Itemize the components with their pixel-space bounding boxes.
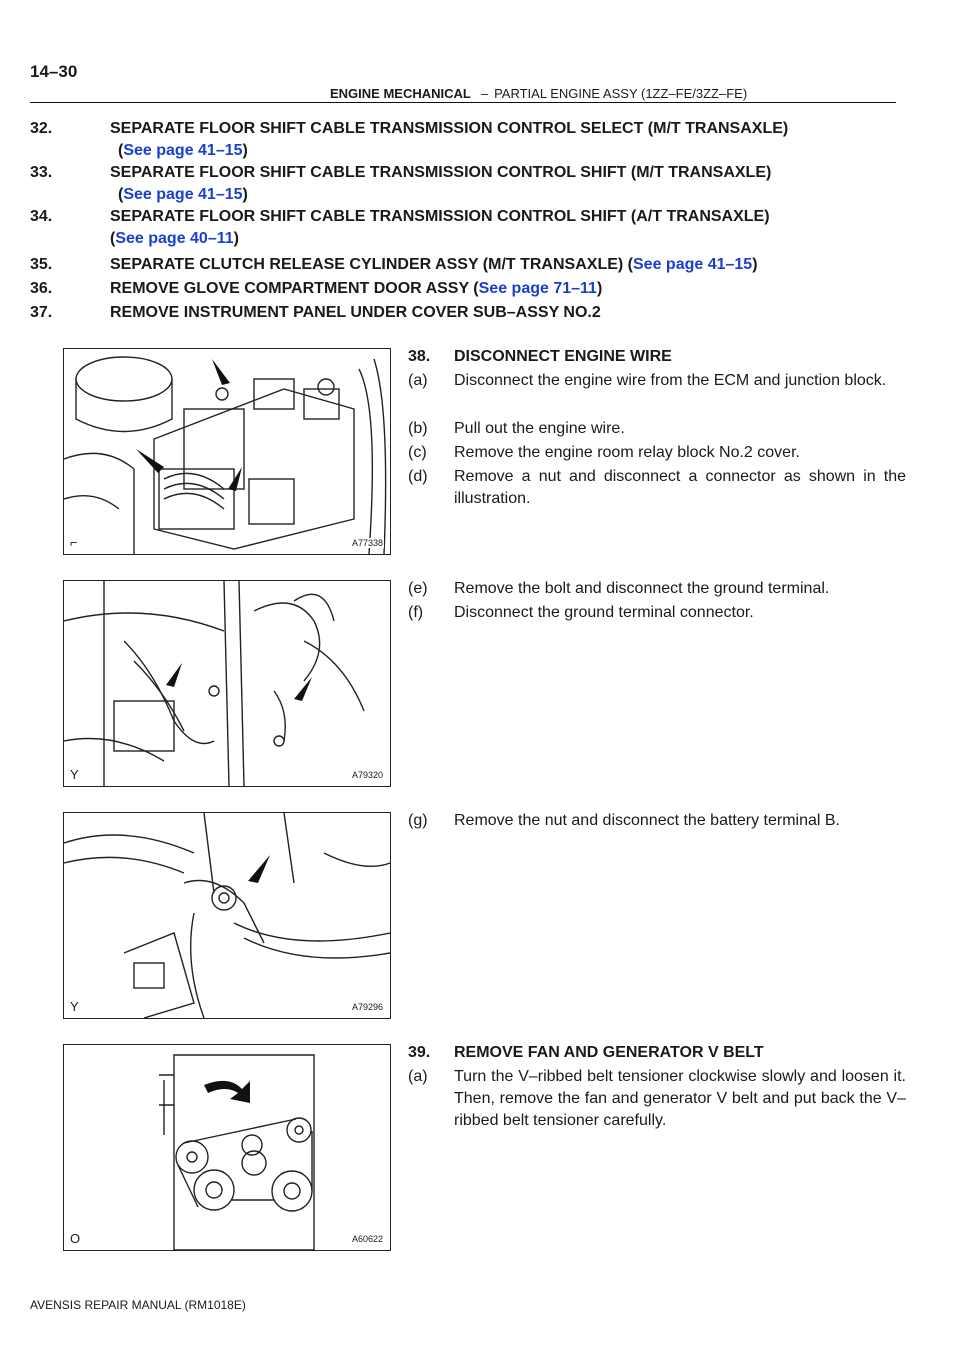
battery-terminal-illustration	[64, 813, 390, 1018]
figure-code: A79320	[351, 770, 383, 780]
figure-code: A77338	[351, 538, 383, 548]
page-header	[330, 86, 747, 101]
link-step-32[interactable]: See page 41–15	[123, 142, 243, 159]
step-38a: (a) Disconnect the engine wire from the ECM and junction block.	[408, 372, 887, 389]
step-34: 34. SEPARATE FLOOR SHIFT CABLE TRANSMISSION CONTROL SHIFT (A/T TRANSAXLE) (See page 40–11)	[30, 208, 770, 247]
figure-ground-terminal	[63, 580, 391, 787]
step-38e: (e) Remove the bolt and disconnect the ground terminal.	[408, 580, 830, 597]
figure-mark: Y	[70, 999, 79, 1014]
belt-layout-illustration	[64, 1045, 390, 1250]
step-33: 33. SEPARATE FLOOR SHIFT CABLE TRANSMISSION CONTROL SHIFT (M/T TRANSAXLE) (See page 41–15)	[30, 164, 772, 203]
step-36: 36. REMOVE GLOVE COMPARTMENT DOOR ASSY (See page 71–11)	[30, 280, 603, 297]
arrow-icon	[212, 359, 230, 385]
link-step-34[interactable]: See page 40–11	[115, 230, 234, 247]
figure-mark: Y	[70, 767, 79, 782]
link-step-36[interactable]: See page 71–11	[478, 280, 597, 297]
step-38g: (g) Remove the nut and disconnect the battery terminal B.	[408, 812, 840, 829]
header-rule	[30, 102, 896, 103]
figure-mark: O	[70, 1231, 81, 1246]
step-38d: (d) Remove a nut and disconnect a connector as shown in the illustration.	[408, 468, 906, 507]
step-37: 37. REMOVE INSTRUMENT PANEL UNDER COVER SUB–ASSY NO.2	[30, 304, 601, 321]
figure-belt-layout	[63, 1044, 391, 1251]
page-number: 14–30	[30, 62, 78, 81]
figure-code: A79296	[351, 1002, 383, 1012]
step-38-title: 38. DISCONNECT ENGINE WIRE	[408, 348, 672, 365]
step-39a: (a) Turn the V–ribbed belt tensioner clockwise slowly and loosen it. Then, remove the fan and generator V belt and put back the V–ribbed belt tensioner carefully.	[408, 1068, 906, 1129]
step-38b: (b) Pull out the engine wire.	[408, 420, 625, 437]
figure-battery-terminal	[63, 812, 391, 1019]
link-step-33[interactable]: See page 41–15	[123, 186, 243, 203]
link-step-35[interactable]: See page 41–15	[633, 256, 753, 273]
header-section: ENGINE MECHANICAL	[330, 86, 471, 101]
step-38f: (f) Disconnect the ground terminal connector.	[408, 604, 754, 621]
ground-terminal-illustration	[64, 581, 390, 786]
step-39-title: 39. REMOVE FAN AND GENERATOR V BELT	[408, 1044, 764, 1061]
step-38c: (c) Remove the engine room relay block No.2 cover.	[408, 444, 800, 461]
figure-mark: ⌐	[70, 535, 78, 550]
figure-code: A60622	[351, 1234, 383, 1244]
header-separator: –	[480, 86, 489, 101]
step-35: 35. SEPARATE CLUTCH RELEASE CYLINDER ASSY (M/T TRANSAXLE) (See page 41–15)	[30, 256, 758, 273]
header-subsection: PARTIAL ENGINE ASSY (1ZZ–FE/3ZZ–FE)	[494, 86, 748, 101]
figure-relay-block	[63, 348, 391, 555]
footer-manual-id: AVENSIS REPAIR MANUAL (RM1018E)	[30, 1298, 246, 1312]
relay-block-illustration	[64, 349, 390, 554]
step-32: 32. SEPARATE FLOOR SHIFT CABLE TRANSMISSION CONTROL SELECT (M/T TRANSAXLE) (See page 41–15)	[30, 120, 789, 159]
